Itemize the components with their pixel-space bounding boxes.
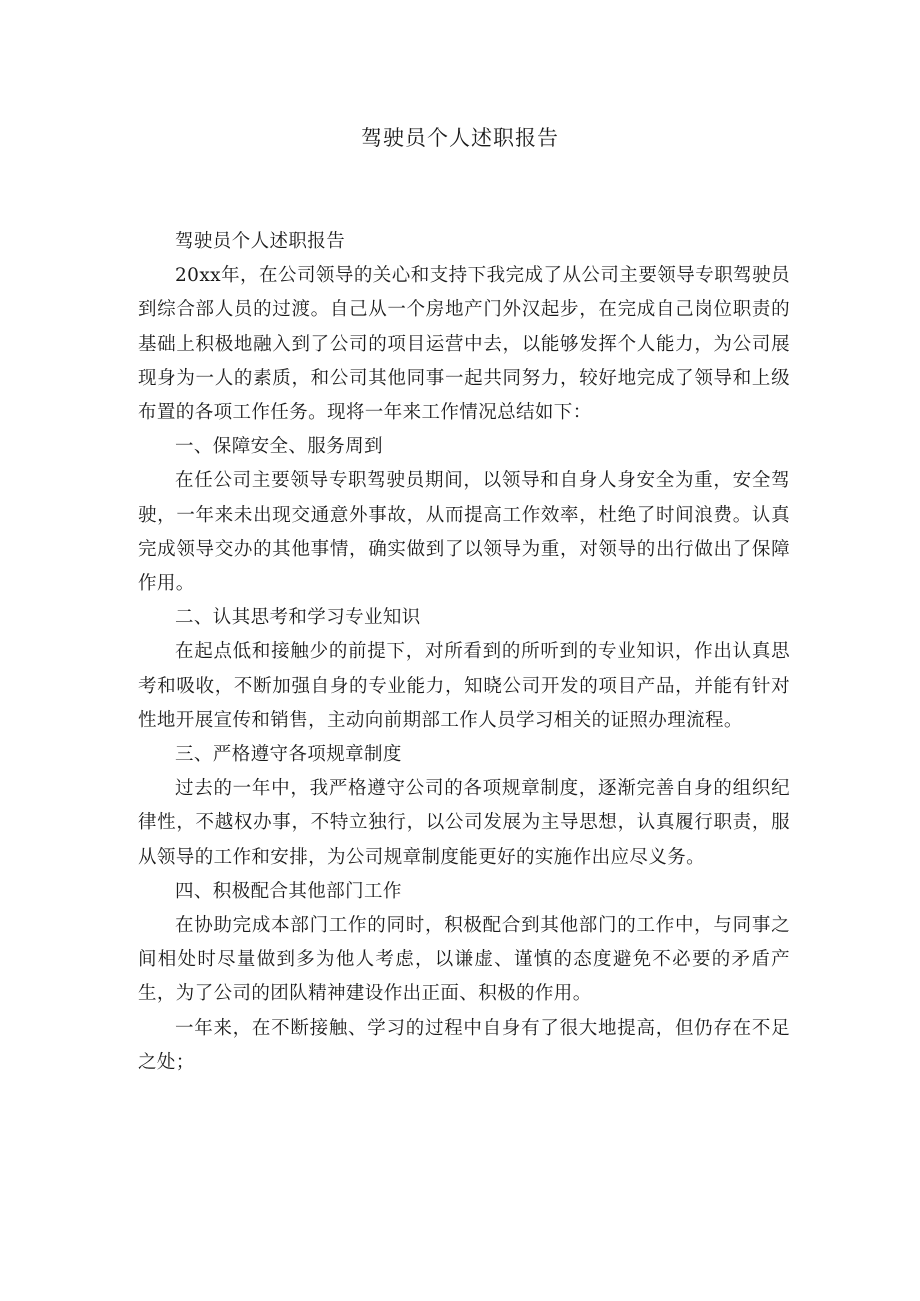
document-title: 驾驶员个人述职报告	[361, 126, 559, 150]
document-body	[138, 225, 790, 1080]
section-heading-2: 二、认其思考和学习专业知识	[175, 607, 421, 629]
section-heading-3: 三、严格遵守各项规章制度	[175, 744, 402, 766]
intro-paragraph: 20xx年，在公司领导的关心和支持下我完成了从公司主要领导专职驾驶员到综合部人员的过渡。自己从一个房地产门外汉起步，在完成自己岗位职责的基础上积极地融入到了公司的项目运营中去，以能够发挥个人能力，为公司展现身为一人的素质，和公司其他同事一起共同努力，较好地完成了领导和上级布置的各项工作任务。现将一年来工作情况总结如下：	[138, 265, 790, 424]
body-heading: 驾驶员个人述职报告	[175, 231, 346, 252]
section-paragraph-3: 过去的一年中，我严格遵守公司的各项规章制度，逐渐完善自身的组织纪律性，不越权办事，不特立独行，以公司发展为主导思想，认真履行职责，服从领导的工作和安排，为公司规章制度能更好的实施作出应尽义务。	[138, 778, 790, 868]
section-heading-1: 一、保障安全、服务周到	[175, 436, 383, 458]
section-paragraph-2: 在起点低和接触少的前提下，对所看到的所听到的专业知识，作出认真思考和吸收，不断加强自身的专业能力，知晓公司开发的项目产品，并能有针对性地开展宣传和销售，主动向前期部工作人员学习相关的证照办理流程。	[138, 641, 790, 731]
section-heading-4: 四、积极配合其他部门工作	[175, 880, 402, 902]
closing-paragraph: 一年来，在不断接触、学习的过程中自身有了很大地提高，但仍存在不足之处；	[138, 1017, 790, 1073]
section-paragraph-4: 在协助完成本部门工作的同时，积极配合到其他部门的工作中，与同事之间相处时尽量做到多为他人考虑，以谦虚、谨慎的态度避免不必要的矛盾产生，为了公司的团队精神建设作出正面、积极的作用。	[138, 915, 790, 1005]
section-paragraph-1: 在任公司主要领导专职驾驶员期间，以领导和自身人身安全为重，安全驾驶，一年来未出现交通意外事故，从而提高工作效率，杜绝了时间浪费。认真完成领导交办的其他事情，确实做到了以领导为重，对领导的出行做出了保障作用。	[138, 470, 790, 595]
